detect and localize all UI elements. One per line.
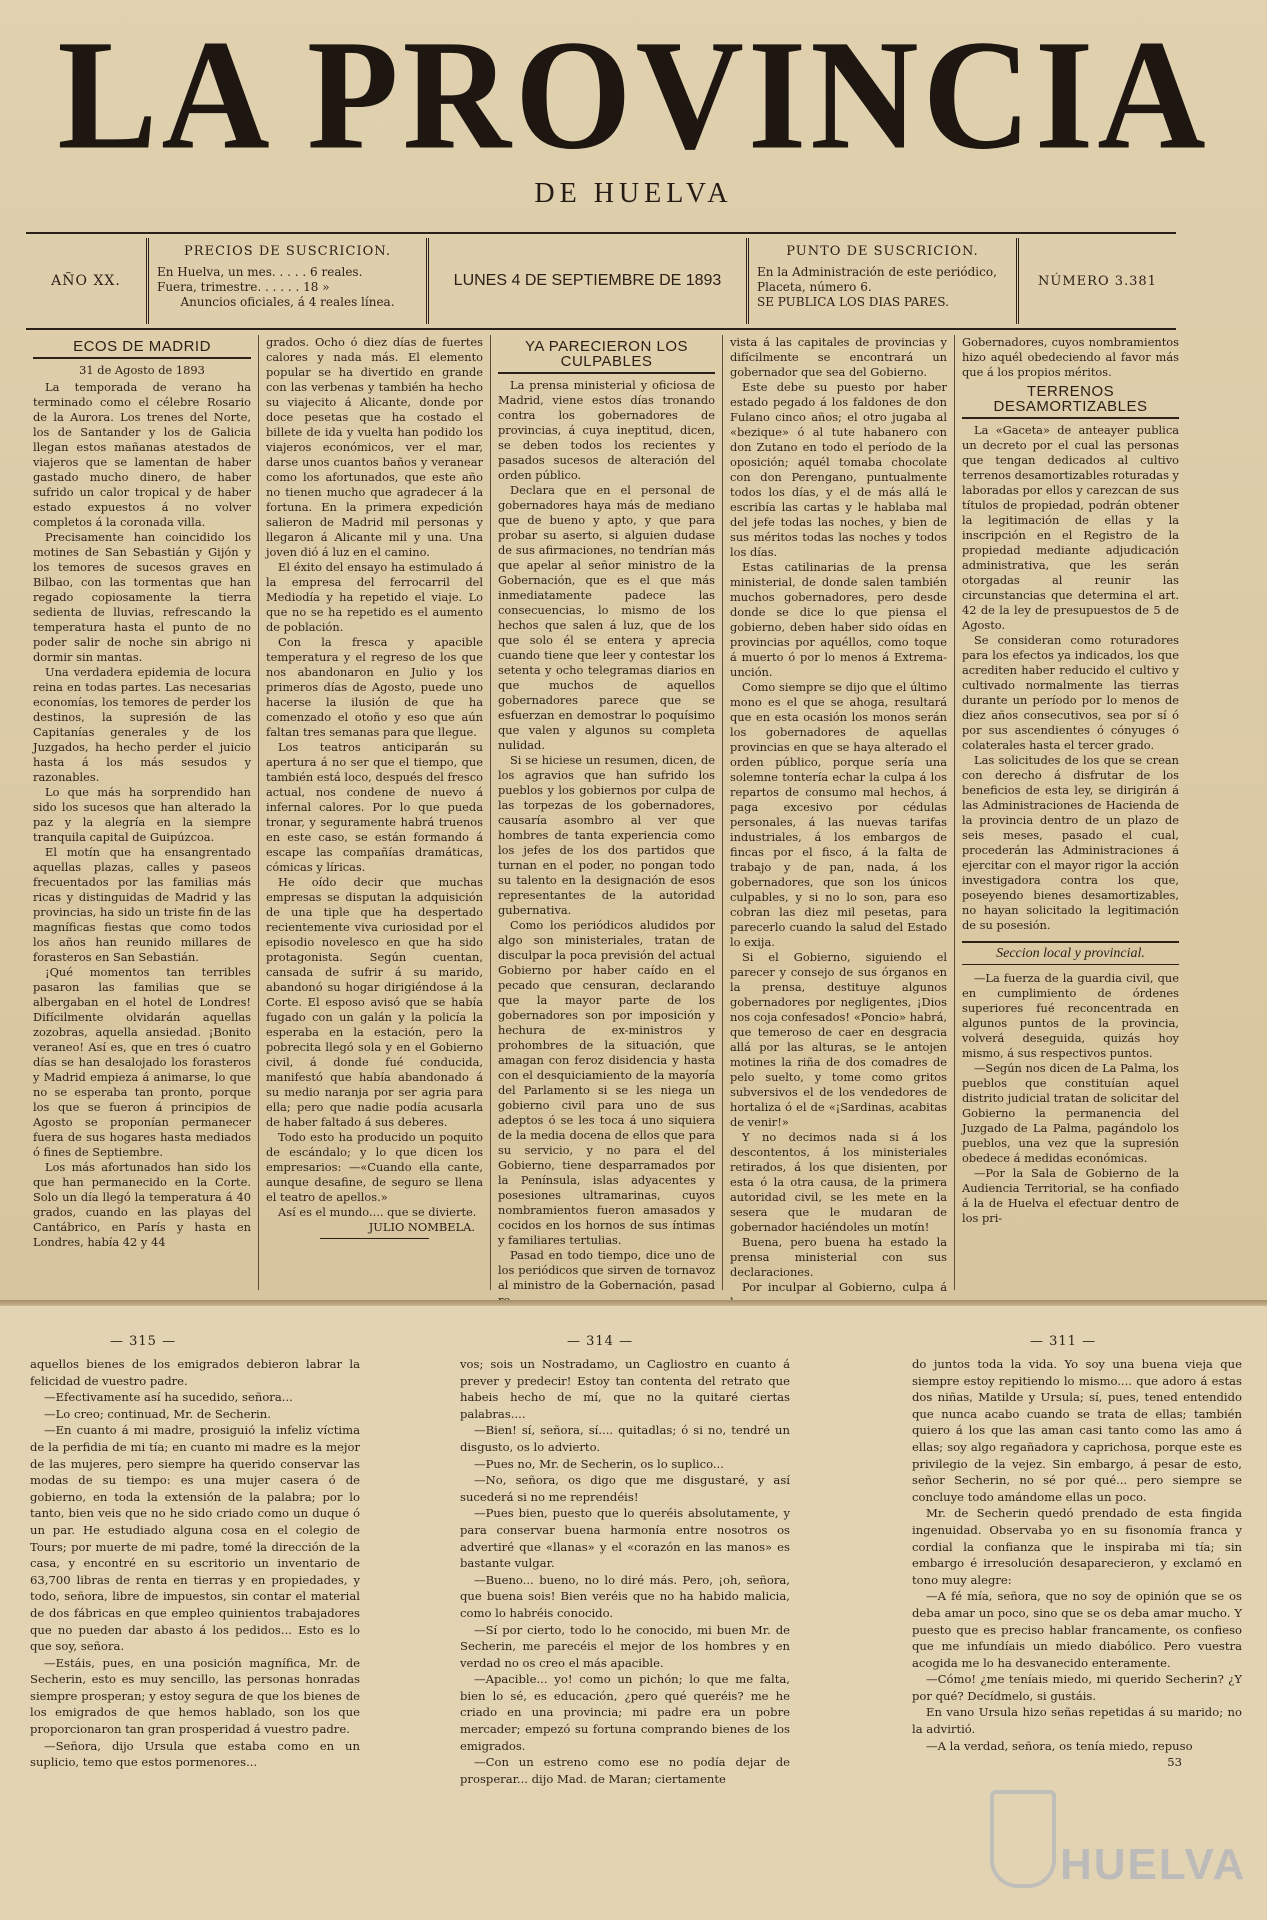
subscription-box <box>746 238 1016 324</box>
paragraph: Mr. de Secherin quedó prendado de esta fingida ingenuidad. Observaba yo en su fisonomía franca y cordial la confianza que le inspiraba mi tía; sin embargo é irresolución desaparecieron, y exclamó en tono muy alegre: <box>912 1506 1242 1587</box>
paragraph: Las solicitudes de los que se crean con derecho á disfrutar de los beneficios de esta ley, se dirigirán á las Administraciones de Hacienda de la provincia dentro de un plazo de seis meses, pasado el cual, procederán las Administraciones á ejercitar con el mayor rigor la acción investigadora contra los que, poseyendo bienes desamortizables, no hayan solicitado la legitimación de su posesión. <box>962 753 1179 932</box>
info-bar <box>26 238 1176 324</box>
page-number: — 314 — <box>567 1334 634 1349</box>
paragraph: —La fuerza de la guardia civil, que en cumplimiento de órdenes superiores fué reconcentrada en algunos puntos de la provincia, volverá deseguida, quizás hoy mismo, á sus respectivos puntos. <box>962 971 1179 1060</box>
paragraph: Así es el mundo.... que se divierte. <box>278 1205 477 1219</box>
paragraph: Lo que más ha sorprendido han sido los sucesos que han alterado la paz y la alegría en la siempre tranquila capital de Guipúzcoa. <box>33 785 251 844</box>
serial-column-left <box>30 1356 360 1916</box>
paragraph: Y no decimos nada si á los descontentos, á los ministeriales retirados, á los que disienten, por esta ó la otra causa, de la primera autoridad civil, se les mete en la sesera que le mudaran de gobernador haciéndoles un motín! <box>730 1130 947 1234</box>
newspaper-subtitle: DE HUELVA <box>534 178 733 209</box>
paragraph: El éxito del ensayo ha estimulado á la empresa del ferrocarril del Mediodía y ha repetido el viaje. Lo que no se ha repetido es el aumento de población. <box>266 560 483 634</box>
paragraph: Como siempre se dijo que el último mono es el que se ahoga, resultará que en esta ocasión los monos serán los gobernadores de aquellas provincias en que se haya alterado el orden público, porque sería una solemne tontería echar la culpa á los repartos de consumo mal hechos, á paga excesivo por cédulas personales, á las nuevas tarifas industriales, á los embargos de fincas por el fisco, á la falta de trabajo y de pan, nada, á los gobernadores, que son los únicos culpables, y si no lo son, para eso cobran las diez mil pesetas, para parecerlo cuando la salud del Estado lo exija. <box>730 680 947 949</box>
paragraph: Si el Gobierno, siguiendo el parecer y consejo de sus órganos en la prensa, destituye algunos gobernadores por negligentes, ¡Dios nos coja confesados! «Poncio» habrá, que temeroso de caer en desgracia allá por las alturas, se le antojen motines la riña de dos comadres de pelo suelto, y tome como gritos subversivos el de los vendedores de hortaliza ó el de «¡Sardinas, acabitas de venir!» <box>730 950 947 1129</box>
serial-column-right <box>912 1356 1242 1916</box>
year-label: AÑO XX. <box>51 273 121 289</box>
paragraph: —Según nos dicen de La Palma, los pueblos que constituían aquel distrito judicial tratan de solicitar del Gobierno la permanencia del Juzgado de La Palma, pagándolo los pueblos, una vez que la supresión obedece á medidas económicas. <box>962 1061 1179 1165</box>
paragraph: —Apacible... yo! como un pichón; lo que me falta, bien lo sé, es educación, ¿pero qué queréis? me he criado en una provincia; mi padre era un pobre mercader; empezó su fortuna comprando bienes de los emigrados. <box>460 1672 790 1753</box>
column-2 <box>258 335 490 1290</box>
paragraph: Gobernadores, cuyos nombramientos hizo aquél obedeciendo al favor más que á los propios méritos. <box>962 335 1179 379</box>
prices-box <box>146 238 426 324</box>
paragraph: —Estáis, pues, en una posición magnífica, Mr. de Secherin, esto es muy sencillo, las personas honradas siempre prosperan; y estoy segura de que los bienes de los emigrados de que hemos hablado, son los que proporcionaron tan gran prosperidad á vuestro padre. <box>30 1655 360 1737</box>
serial-section <box>0 1306 1267 1920</box>
paragraph: —A fé mía, señora, que no soy de opinión que se os deba amar un poco, sino que se os deba amar mucho. Y puesto que es preciso hablar francamente, os confieso que me infundíais un miedo diabólico. Pero vuestra acogida me lo ha desvanecido enteramente. <box>912 1589 1242 1670</box>
paragraph: Se consideran como roturadores para los efectos ya indicados, los que acrediten haber reducido el cultivo y cultivado normalmente las tierras durante un período por lo menos de diez años consecutivos, sea por sí ó por sus ascendientes ó cónyuges ó colaterales hasta el tercer grado. <box>962 633 1179 752</box>
paragraph: —Pues no, Mr. de Secherin, os lo suplico... <box>474 1456 724 1471</box>
paragraph: vos; sois un Nostradamo, un Cagliostro en cuanto á prever y predecir! Estoy tan contenta del retrato que habeis hecho de mí, que no la quitaré ciertas palabras.... <box>460 1357 790 1421</box>
column-5 <box>954 335 1186 1290</box>
paragraph: —Efectivamente así ha sucedido, señora... <box>44 1390 293 1405</box>
paragraph: Los más afortunados han sido los que han permanecido en la Corte. Solo un día llegó la temperatura á 40 grados, cuando en las playas del Cantábrico, en París y hasta en Londres, había 42 y 44 <box>33 1160 251 1249</box>
paragraph: —Con un estreno como ese no podía dejar de prosperar... dijo Mad. de Maran; ciertamente <box>460 1755 790 1786</box>
paragraph: Con la fresca y apacible temperatura y el regreso de los que nos abandonaron en Julio y los primeros días de Agosto, puede uno hacerse la ilusión de que ha comenzado el otoño y eso que aún faltan tres semanas para que llegue. <box>266 635 483 739</box>
prices-line: En Huelva, un mes. . . . . 6 reales. <box>157 265 363 279</box>
paragraph: La temporada de verano ha terminado como el célebre Rosario de la Aurora. Los trenes del Norte, los de Santander y los de Galicia llegan estos mañanas atestados de viajeros que se lamentan de haber gastado mucho dinero, de haber sufrido un calor tropical y de haber estado expuestos á no volver completos á la coronada villa. <box>33 380 251 529</box>
section-heading: Seccion local y provincial. <box>962 941 1179 965</box>
article-heading: YA PARECIERON LOS CULPABLES <box>498 339 715 374</box>
prices-line: Anuncios oficiales, á 4 reales línea. <box>180 295 395 309</box>
paragraph: —Sí por cierto, todo lo he conocido, mi buen Mr. de Secherin, me parecéis el mejor de los hombres y en verdad no os creo el más apacible. <box>460 1622 790 1670</box>
prices-line: Fuera, trimestre. . . . . . 18 » <box>157 280 330 294</box>
archive-watermark: HUELVA <box>1060 1840 1247 1889</box>
paragraph: —Por la Sala de Gobierno de la Audiencia Territorial, se ha confiado á la de Huelva el efectuar dentro de los pri- <box>962 1166 1179 1225</box>
article-heading: ECOS DE MADRID <box>33 339 251 359</box>
end-rule <box>320 1238 429 1239</box>
paragraph: Estas catilinarias de la prensa ministerial, de donde salen también muchos gobernadores, pero desde donde se dice lo que piensa el gobierno, deben haber sido oídas en provincias por aquéllos, como toque á muerto ó por lo menos á Extrema-unción. <box>730 560 947 679</box>
paragraph: —Pues bien, puesto que lo queréis absolutamente, y para conservar buena harmonía entre nosotros os advertiré que «llanas» y el «corazón en las manos» es bastante vulgar. <box>460 1506 790 1571</box>
paragraph: aquellos bienes de los emigrados debieron labrar la felicidad de vuestro padre. <box>30 1357 360 1388</box>
paragraph: —Bien! sí, señora, sí.... quitadlas; ó si no, tendré un disgusto, os lo advierto. <box>460 1423 790 1454</box>
paragraph: —Cómo! ¿me teníais miedo, mi querido Secherin? ¿Y por qué? Decídmelo, si gustáis. <box>912 1672 1242 1703</box>
top-rule <box>26 232 1176 234</box>
masthead <box>0 7 1267 210</box>
subscription-line: Placeta, número 6. <box>757 280 872 294</box>
subscription-title: PUNTO DE SUSCRICION. <box>786 244 979 259</box>
column-4 <box>722 335 954 1294</box>
paragraph: El motín que ha ensangrentado aquellas plazas, calles y paseos frecuentados por las familias más ricas y distinguidas de Madrid y las provincias, ha sido un triste fin de las magníficas fiestas que como todos los años han reunido millares de forasteros en San Sebastián. <box>33 845 251 964</box>
column-1 <box>26 335 258 1290</box>
paragraph: Una verdadera epidemia de locura reina en todas partes. Las necesarias economías, los temores de perder los destinos, la supresión de las Capitanías generales y de los Juzgados, ha hecho perder el juicio hasta á los más sesudos y razonables. <box>33 665 251 784</box>
subscription-line: SE PUBLICA LOS DIAS PARES. <box>757 295 949 309</box>
serial-column-middle <box>460 1356 790 1916</box>
year-box <box>26 238 146 324</box>
serial-columns <box>0 1356 1267 1916</box>
paragraph: —A la verdad, señora, os tenía miedo, repuso <box>926 1738 1193 1753</box>
subscription-line: En la Administración de este periódico, <box>757 265 997 279</box>
paragraph: Este debe su puesto por haber estado pegado á los faldones de don Fulano cinco años; el otro jugaba al «bezique» ó al tute habanero con don Zutano en todo el período de la oposición; aquél tomaba chocolate con don Perengano, puntualmente todos los días, y el de más allá le escribía las cartas y le hablaba mal del jefe todas las noches, y bien de sus méritos todas las noches y todos los días. <box>730 380 947 559</box>
paragraph: Por inculpar al Gobierno, culpa á <box>742 1280 947 1294</box>
number-box <box>1016 238 1176 324</box>
footer-number: 53 <box>1167 1755 1182 1770</box>
bottom-rule <box>26 328 1176 330</box>
paragraph: —Señora, dijo Ursula que estaba como en un suplicio, temo que estos pormenores... <box>30 1738 360 1770</box>
article-columns <box>26 335 1186 1294</box>
paragraph: La «Gaceta» de anteayer publica un decreto por el cual las personas que tengan dedicados al cultivo terrenos desamortizables roturadas y laboradas por ellos y carezcan de sus títulos de propiedad, podrán obtener la legitimación de ellas y la inscripción en el Registro de la propiedad mediante adjudicación administrativa, que les serán otorgadas al reunir las circunstancias que determina el art. 42 de la ley de presupuestos de 5 de Agosto. <box>962 423 1179 632</box>
issue-number: NÚMERO 3.381 <box>1038 273 1157 289</box>
page-number: — 315 — <box>110 1334 177 1349</box>
paragraph: —No, señora, os digo que me disgustaré, y así sucederá si no me reprendéis! <box>460 1473 790 1504</box>
date-box <box>426 238 746 324</box>
prices-title: PRECIOS DE SUSCRICION. <box>184 244 391 259</box>
column-3 <box>490 335 722 1290</box>
paragraph: do juntos toda la vida. Yo soy una buena vieja que siempre estoy repitiendo lo mismo.... que adoro á estas dos niñas, Matilde y Ursula; sí, pues, tened entendido que nunca acabo cuando se trata de ellas; también quiero á los que las aman casi tanto como las amo á ellas; soy algo regañadora y caprichosa, porque este es privilegio de la vejez. Sin embargo, á pesar de esto, señor Secherin, no sé por qué... pero siempre se concluye todo amándome ellas un poco. <box>912 1357 1242 1504</box>
paragraph: La prensa ministerial y oficiosa de Madrid, viene estos días tronando contra los gobernadores de provincias, á cuya ineptitud, dicen, se deben todos los recientes y pasados sucesos de alteración del orden público. <box>498 378 715 482</box>
paragraph: —Lo creo; continuad, Mr. de Secherin. <box>44 1406 271 1421</box>
paragraph: grados. Ocho ó diez días de fuertes calores y nada más. El elemento popular se ha divertido en grande con las verbenas y también ha hecho su viajecito á Alicante, donde por doce pesetas que ha costado el billete de ida y vuelta han podido los viajeros económicos, ver el mar, darse unos cuantos baños y veranear como los afortunados, que este año no tienen mucho que agradecer á la fortuna. En la primera expedición salieron de Madrid mil personas y llegaron á Alicante mil y una. Una joven dió á luz en el camino. <box>266 335 483 559</box>
issue-date: LUNES 4 DE SEPTIEMBRE DE 1893 <box>453 272 722 289</box>
paragraph: Los teatros anticiparán su apertura á no ser que el tiempo, que también está loco, después del fresco actual, nos condene de nuevo á infernal calores. Por lo que pueda tronar, y seguramente habrá truenos en este caso, se están formando á escape las compañías dramáticas, cómicas y líricas. <box>266 740 483 874</box>
signature: JULIO NOMBELA. <box>368 1220 475 1234</box>
paragraph: En vano Ursula hizo señas repetidas á su marido; no la advirtió. <box>912 1705 1242 1737</box>
page-number: — 311 — <box>1030 1334 1097 1349</box>
paragraph: ¡Qué momentos tan terribles pasaron las familias que se albergaban en el hotel de Londres! Difícilmente olvidarán aquellas zozobras, aquella ansiedad. ¡Bonito veraneo! Así es, que en tres ó cuatro días se han desalojado los forasteros y Madrid empieza á animarse, lo que no se esperaba tan pronto, porque los que se fueron á principios de Agosto se proponían permanecer fuera de sus hogares hasta mediados ó fines de Septiembre. <box>33 965 251 1159</box>
paragraph: Todo esto ha producido un poquito de escándalo; y lo que dicen los empresarios: —«Cuando ella cante, aunque desafine, de seguro se llena el teatro de apellos.» <box>266 1130 483 1204</box>
paragraph: Pasad en todo tiempo, dice uno de los periódicos que sirven de tornavoz al ministro de la Gobernación, pasad <box>498 1248 715 1292</box>
paragraph: —En cuanto á mi madre, prosiguió la infeliz víctima de la perfidia de mi tía; en cuanto mi madre es la mejor de las mujeres, pero siempre ha querido conservar las modas de su tiempo: es una mujer casera ó de gobierno, en toda la extensión de la palabra; por lo tanto, bien veis que no he sido criado como un duque ó un par. He estudiado alguna cosa en el colegio de Tours; por muerte de mi padre, tomé la dirección de la casa, y encontré en su escritorio un inventario de 63,700 libras de renta en tierras y en propiedades, y todo, señora, libre de impuestos, sin contar el material de dos fábricas en que empleo quinientos trabajadores que no pueden dar abasto á los pedidos... Esto es lo que soy, señora. <box>30 1423 360 1654</box>
paragraph: Como los periódicos aludidos por algo son ministeriales, tratan de disculpar la poca previsión del actual Gobierno por haber caído en el pecado que censuran, declarando que la mayor parte de los gobernadores son por imposición y hechura de ex-ministros y prohombres de la situación, que amagan con feroz disidencia y hasta con el desquiciamiento de la mayoría del Parlamento si se les niega un gobierno civil para uno de sus adeptos ó se les toca á uno siquiera de la media docena de ellos que para su servicio, y no para el del Gobierno, tiene desparramados por la Península, islas adyacentes y posesiones ultramarinas, cuyos nombramientos fueron amasados y cocidos en los hornos de sus íntimas y familiares tertulias. <box>498 918 715 1247</box>
paragraph: vista á las capitales de provincias y difícilmente se encontrará un gobernador que sea del Gobierno. <box>730 335 947 379</box>
article-heading: TERRENOS DESAMORTIZABLES <box>962 384 1179 419</box>
paragraph: Buena, pero buena ha estado la prensa ministerial con sus declaraciones. <box>730 1235 947 1279</box>
paragraph: He oído decir que muchas empresas se disputan la adquisición de una tiple que ha despertado recientemente viva curiosidad por el episodio novelesco en que ha sido protagonista. Según cuentan, cansada de sufrir á su marido, abandonó su hogar dirigiéndose á la Corte. El esposo avisó que se había fugado con un galán y la policía la esperaba en la estación, pero la pobrecita llegó sola y en el Gobierno civil, á donde fué conducida, manifestó que había abandonado á su medio naranja por ser agria para ella; pero que nadie podía acusarla de haber faltado á sus deberes. <box>266 875 483 1129</box>
paragraph: Precisamente han coincidido los motines de San Sebastián y Gijón y los temores de sucesos graves en Bilbao, con las tormentas que han regado copiosamente la tierra sedienta de lluvias, refrescando la temperatura hasta el punto de no poder salir de noche sin abrigo ni dormir sin mantas. <box>33 530 251 664</box>
paragraph: —Bueno... bueno, no lo diré más. Pero, ¡oh, señora, que buena sois! Bien veréis que no ha habido malicia, como lo habréis conocido. <box>460 1572 790 1620</box>
newspaper-title: LA PROVINCIA <box>57 7 1210 183</box>
dateline: 31 de Agosto de 1893 <box>79 363 205 377</box>
paragraph: Si se hiciese un resumen, dicen, de los agravios que han sufrido los pueblos y los gobiernos por culpa de las torpezas de los gobernadores, causaría asombro al ver que hombres de tanta experiencia como los jefes de los dos partidos que turnan en el poder, no pongan todo su talento en la designación de esos representantes de la autoridad gubernativa. <box>498 753 715 917</box>
paragraph: Declara que en el personal de gobernadores haya más de mediano que de bueno y apto, y que para probar su aserto, si alguien dudase de sus afirmaciones, no tendrían más que apelar al señor ministro de la Gobernación, que es el que más inmediatamente padece las consecuencias, lo mismo de los hechos que salen á luz, que de los que solo él se entera y aprecia cuando tiene que leer y contestar los setenta y ocho telegramas diarios en que muchos de aquellos gobernadores parece que se esfuerzan en demostrar lo poquísimo que valen y algunos su completa nulidad. <box>498 483 715 752</box>
archive-seal-icon <box>990 1790 1056 1888</box>
